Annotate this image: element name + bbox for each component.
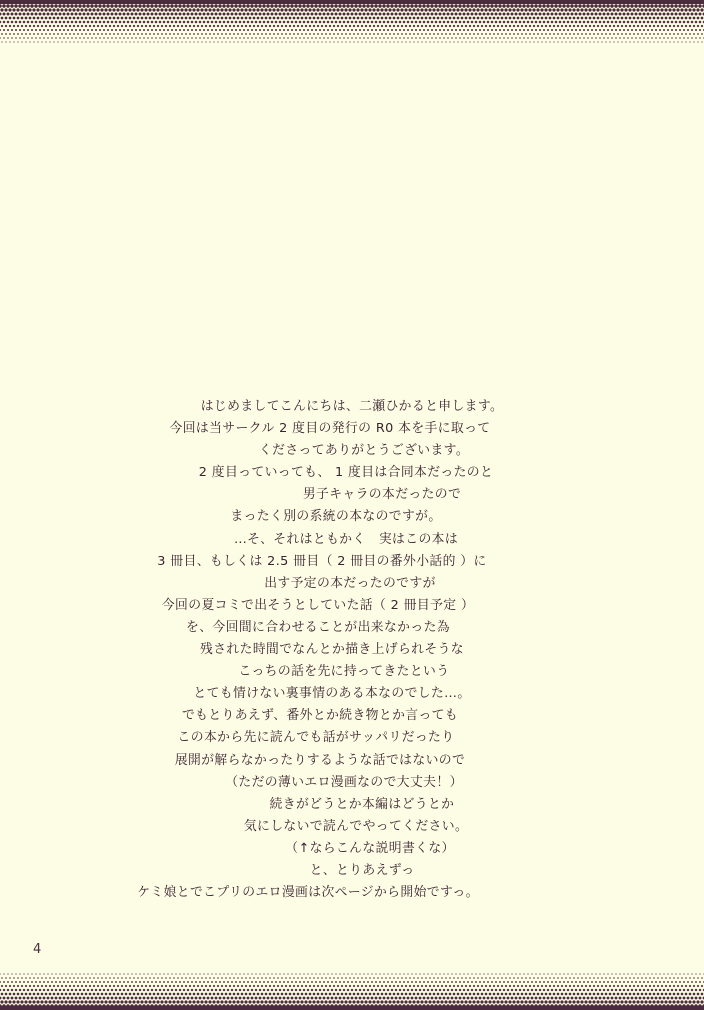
halftone-row [0, 1000, 704, 1004]
halftone-row [0, 4, 704, 8]
band-edge-top [0, 0, 704, 4]
afterword-line: 2 度目っていっても、 1 度目は合同本だったのと [198, 465, 494, 481]
halftone-row [0, 0, 704, 4]
halftone-row [0, 972, 704, 976]
halftone-row [0, 36, 704, 40]
afterword-line: でもとりあえず、番外とか続き物とか言っても [181, 708, 459, 724]
halftone-row [0, 996, 704, 1000]
halftone-row [0, 984, 704, 988]
halftone-row [0, 40, 704, 44]
halftone-row [0, 28, 704, 32]
halftone-row [0, 980, 704, 984]
halftone-row [0, 992, 704, 996]
afterword-line: ケミ娘とでこプリのエロ漫画は次ページから開始ですっ。 [137, 885, 479, 901]
halftone-row [0, 16, 704, 20]
afterword-line: …そ、それはともかく 実はこの本は [233, 531, 459, 547]
afterword-line: （↑ならこんな説明書くな） [285, 840, 455, 856]
afterword-line: とても情けない裏事情のある本なのでした…。 [193, 686, 471, 702]
afterword-line: 残された時間でなんとか描き上げられそうな [200, 642, 464, 658]
afterword-line: くださってありがとうございます。 [258, 443, 470, 459]
halftone-band-bottom [0, 968, 704, 1010]
afterword-line: と、とりあえずっ [309, 862, 415, 878]
afterword-line: こっちの話を先に持ってきたという [238, 664, 450, 680]
afterword-line: 展開が解らなかったりするような話ではないので [174, 752, 466, 768]
halftone-row [0, 24, 704, 28]
afterword-line: （ただの薄いエロ漫画なので大丈夫！） [225, 774, 463, 790]
afterword-text [0, 396, 704, 904]
afterword-line: この本から先に読んでも話がサッパリだったり [177, 730, 455, 746]
afterword-line: はじめましてこんにちは、二瀬ひかると申します。 [200, 399, 504, 414]
afterword-line: 続きがどうとか本編はどうとか [269, 796, 455, 812]
halftone-row [0, 8, 704, 12]
halftone-dots-top [0, 0, 704, 46]
halftone-dots-bottom [0, 968, 704, 1010]
band-edge-bottom [0, 1006, 704, 1010]
halftone-band-top [0, 0, 704, 46]
afterword-line: 気にしないで読んでやってください。 [243, 818, 469, 834]
afterword-line: まったく別の系統の本なのですが。 [230, 509, 442, 525]
afterword-line: を、今回間に合わせることが出来なかった為 [186, 619, 450, 635]
afterword-line: 3 冊目、もしくは 2.5 冊目（ 2 冊目の番外小話的 ）に [157, 553, 487, 569]
halftone-row [0, 20, 704, 24]
halftone-row [0, 12, 704, 16]
halftone-row [0, 32, 704, 36]
afterword-line: 今回の夏コミで出そうとしていた話（ 2 冊目予定 ） [161, 597, 475, 613]
afterword-line: 男子キャラの本だったので [302, 487, 462, 503]
halftone-row [0, 1004, 704, 1008]
afterword-line: 出す予定の本だったのですが [264, 575, 436, 591]
page-number: 4 [33, 942, 42, 957]
halftone-row [0, 988, 704, 992]
halftone-row [0, 976, 704, 980]
afterword-line: 今回は当サークル 2 度目の発行の R0 本を手に取って [169, 421, 491, 437]
